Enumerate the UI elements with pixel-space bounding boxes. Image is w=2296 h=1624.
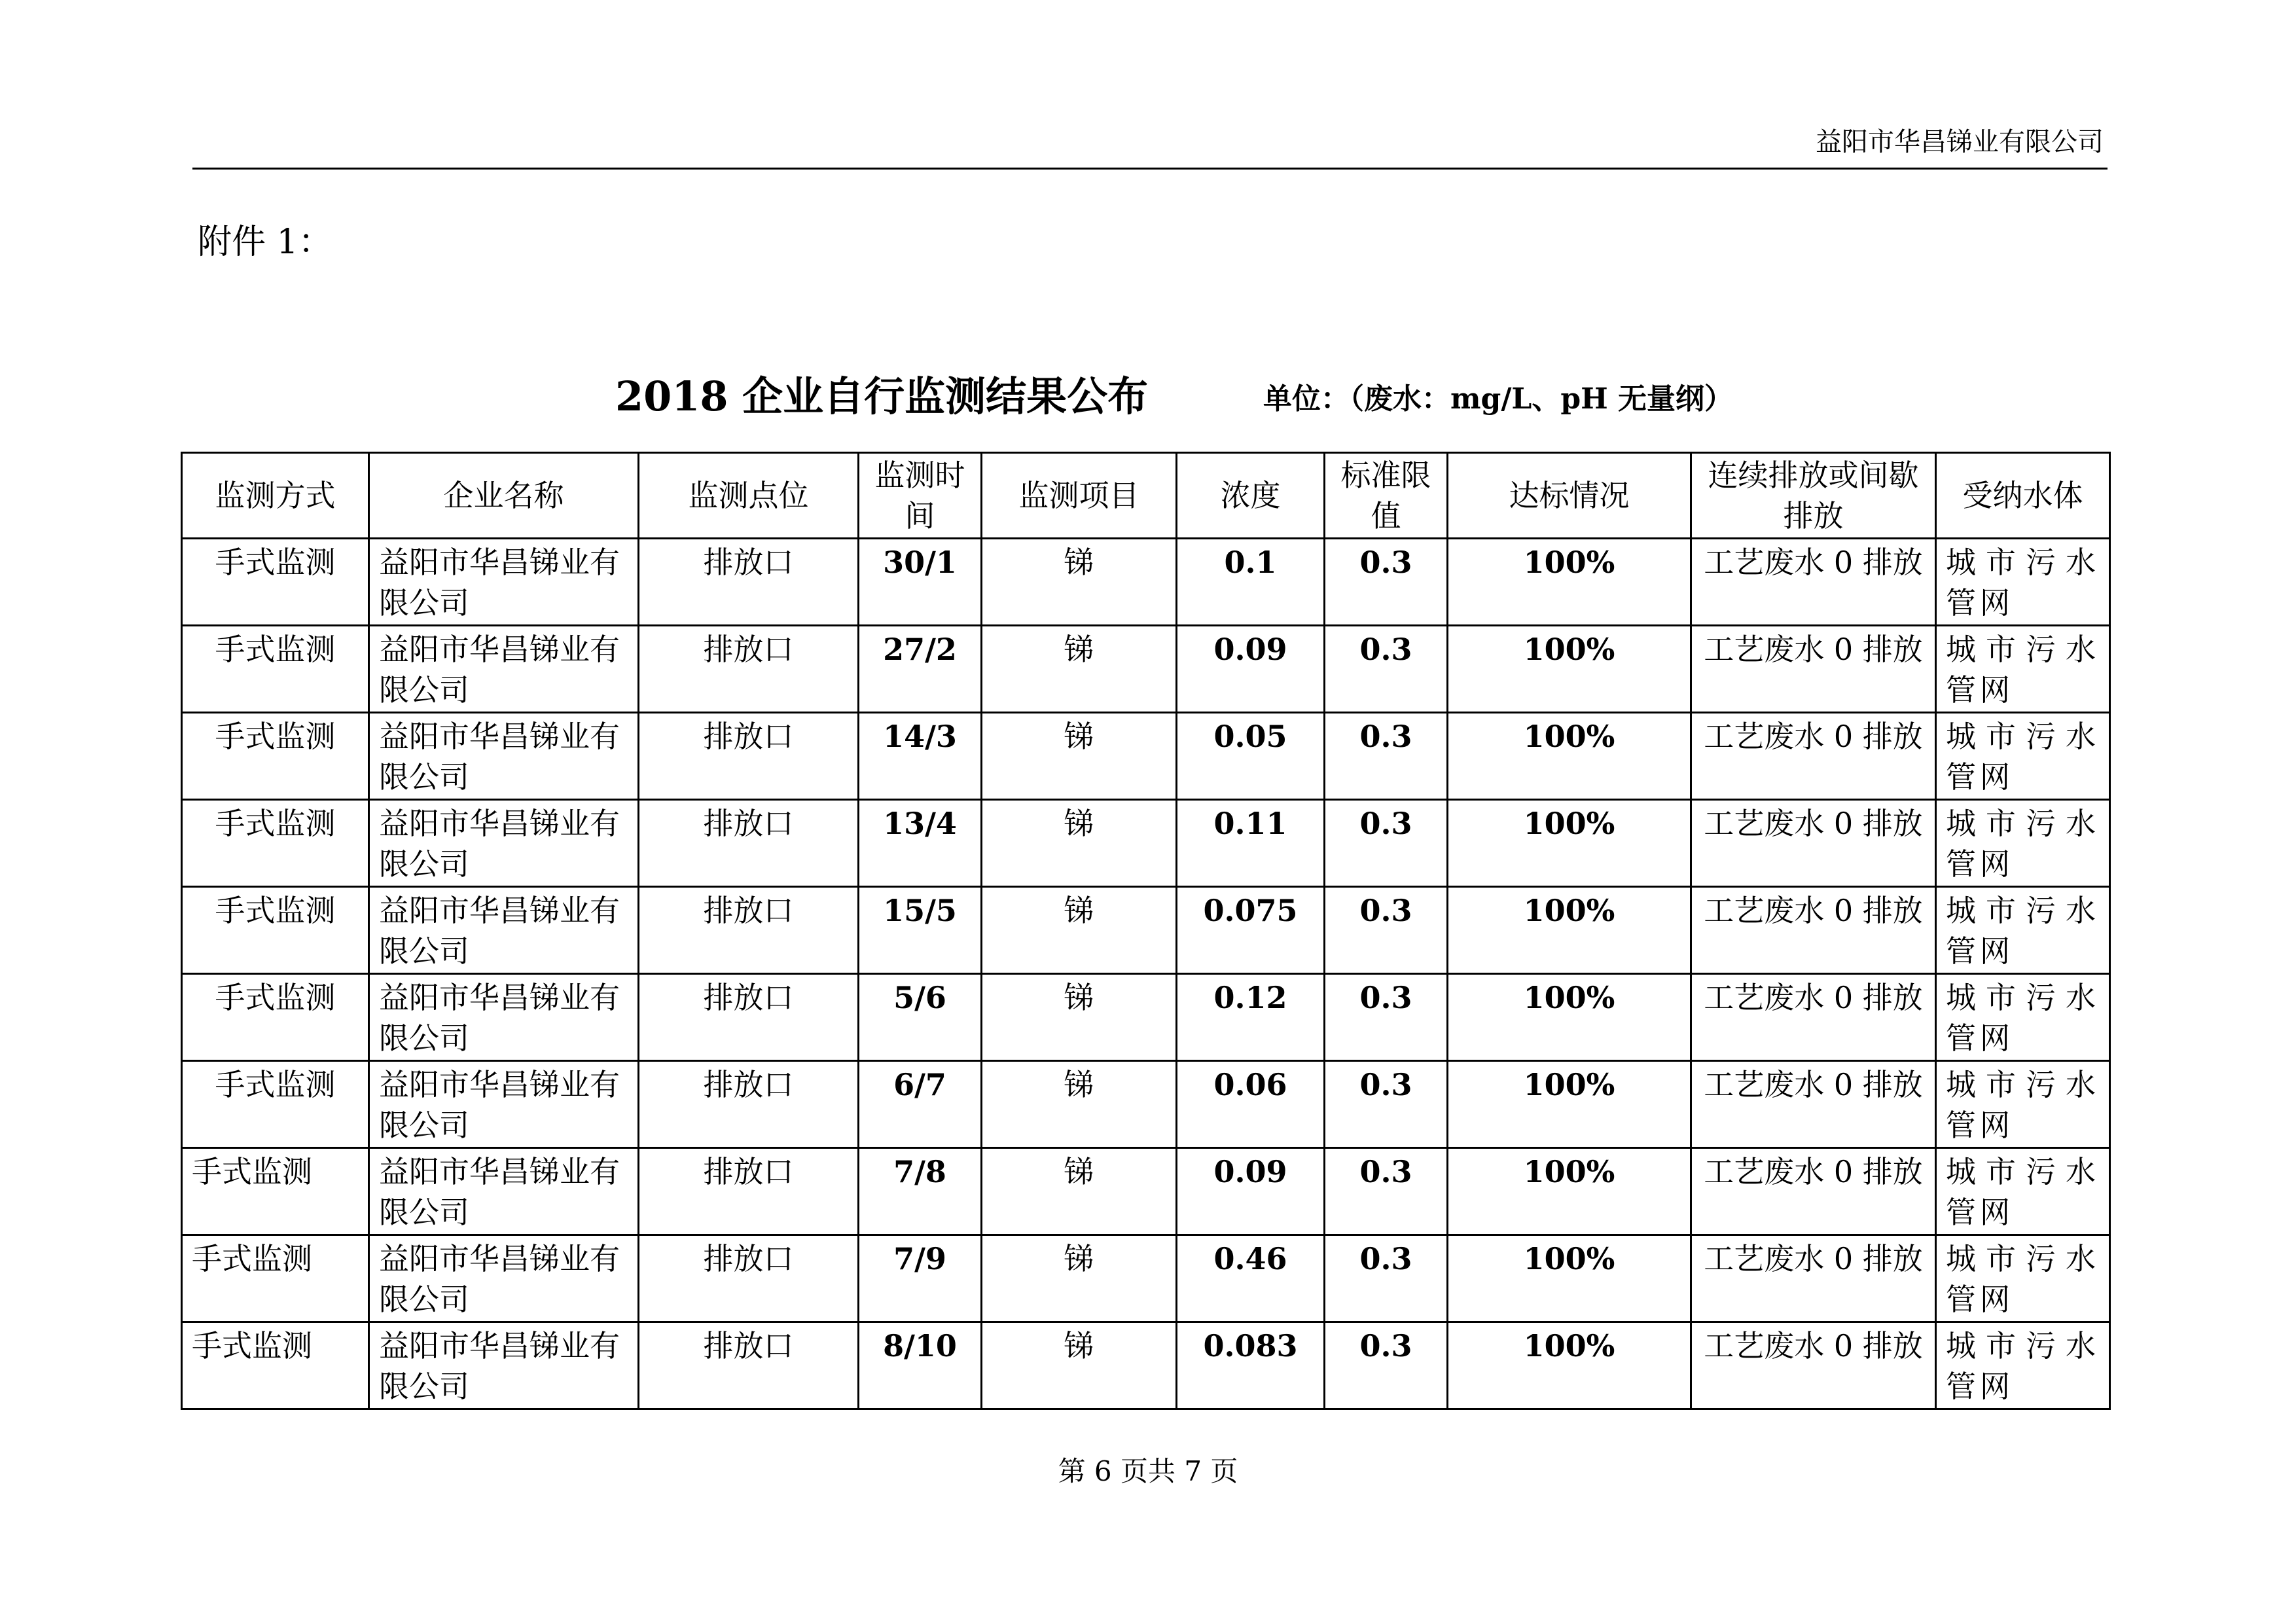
cell-limit: 0.3 bbox=[1325, 800, 1448, 887]
unit-note: 单位：（废水：mg/L、pH 无量纲） bbox=[1263, 382, 1733, 416]
cell-time: 14/3 bbox=[859, 713, 982, 800]
cell-limit: 0.3 bbox=[1325, 1235, 1448, 1322]
table-row bbox=[182, 1235, 2110, 1322]
column-header-limit: 标准限值 bbox=[1325, 453, 1448, 539]
cell-company: 益阳市华昌锑业有限公司 bbox=[369, 1061, 639, 1148]
cell-point: 排放口 bbox=[639, 1235, 859, 1322]
cell-item: 锑 bbox=[982, 539, 1177, 626]
cell-point: 排放口 bbox=[639, 1061, 859, 1148]
cell-method: 手式监测 bbox=[182, 800, 369, 887]
table-row bbox=[182, 800, 2110, 887]
cell-method: 手式监测 bbox=[182, 626, 369, 713]
cell-limit: 0.3 bbox=[1325, 1061, 1448, 1148]
cell-company: 益阳市华昌锑业有限公司 bbox=[369, 1148, 639, 1235]
table-row bbox=[182, 626, 2110, 713]
cell-item: 锑 bbox=[982, 1148, 1177, 1235]
column-header-method: 监测方式 bbox=[182, 453, 369, 539]
cell-item: 锑 bbox=[982, 1322, 1177, 1409]
table-header-row bbox=[182, 453, 2110, 539]
cell-discharge-mode: 工艺废水 0 排放 bbox=[1691, 974, 1936, 1061]
cell-limit: 0.3 bbox=[1325, 1148, 1448, 1235]
page-number-footer: 第 6 页共 7 页 bbox=[1058, 1455, 1238, 1487]
column-header-point: 监测点位 bbox=[639, 453, 859, 539]
cell-limit: 0.3 bbox=[1325, 713, 1448, 800]
cell-concentration: 0.05 bbox=[1177, 713, 1325, 800]
cell-item: 锑 bbox=[982, 800, 1177, 887]
cell-time: 30/1 bbox=[859, 539, 982, 626]
cell-point: 排放口 bbox=[639, 1322, 859, 1409]
cell-company: 益阳市华昌锑业有限公司 bbox=[369, 974, 639, 1061]
cell-method: 手式监测 bbox=[182, 713, 369, 800]
cell-concentration: 0.12 bbox=[1177, 974, 1325, 1061]
cell-point: 排放口 bbox=[639, 887, 859, 974]
table-row bbox=[182, 539, 2110, 626]
cell-company: 益阳市华昌锑业有限公司 bbox=[369, 1235, 639, 1322]
cell-method: 手式监测 bbox=[182, 974, 369, 1061]
cell-company: 益阳市华昌锑业有限公司 bbox=[369, 539, 639, 626]
cell-receiving-water: 城市污水管网 bbox=[1936, 974, 2110, 1061]
column-header-item: 监测项目 bbox=[982, 453, 1177, 539]
cell-item: 锑 bbox=[982, 887, 1177, 974]
table-row bbox=[182, 713, 2110, 800]
monitoring-results-table bbox=[181, 452, 2111, 1410]
cell-concentration: 0.06 bbox=[1177, 1061, 1325, 1148]
cell-company: 益阳市华昌锑业有限公司 bbox=[369, 800, 639, 887]
cell-time: 13/4 bbox=[859, 800, 982, 887]
cell-time: 7/8 bbox=[859, 1148, 982, 1235]
cell-item: 锑 bbox=[982, 626, 1177, 713]
cell-method: 手式监测 bbox=[182, 539, 369, 626]
cell-time: 8/10 bbox=[859, 1322, 982, 1409]
cell-receiving-water: 城市污水管网 bbox=[1936, 539, 2110, 626]
cell-receiving-water: 城市污水管网 bbox=[1936, 887, 2110, 974]
document-title: 2018 企业自行监测结果公布 bbox=[615, 372, 1149, 420]
cell-compliance: 100% bbox=[1448, 1061, 1691, 1148]
cell-concentration: 0.11 bbox=[1177, 800, 1325, 887]
cell-receiving-water: 城市污水管网 bbox=[1936, 626, 2110, 713]
cell-company: 益阳市华昌锑业有限公司 bbox=[369, 1322, 639, 1409]
cell-concentration: 0.083 bbox=[1177, 1322, 1325, 1409]
cell-discharge-mode: 工艺废水 0 排放 bbox=[1691, 1061, 1936, 1148]
cell-discharge-mode: 工艺废水 0 排放 bbox=[1691, 800, 1936, 887]
column-header-receiving-water: 受纳水体 bbox=[1936, 453, 2110, 539]
cell-discharge-mode: 工艺废水 0 排放 bbox=[1691, 1322, 1936, 1409]
cell-limit: 0.3 bbox=[1325, 974, 1448, 1061]
cell-method: 手式监测 bbox=[182, 1148, 369, 1235]
cell-compliance: 100% bbox=[1448, 1235, 1691, 1322]
cell-company: 益阳市华昌锑业有限公司 bbox=[369, 887, 639, 974]
cell-limit: 0.3 bbox=[1325, 539, 1448, 626]
cell-receiving-water: 城市污水管网 bbox=[1936, 713, 2110, 800]
cell-point: 排放口 bbox=[639, 800, 859, 887]
table-row bbox=[182, 887, 2110, 974]
table-row bbox=[182, 974, 2110, 1061]
cell-receiving-water: 城市污水管网 bbox=[1936, 1235, 2110, 1322]
header-divider bbox=[192, 168, 2108, 170]
cell-item: 锑 bbox=[982, 713, 1177, 800]
cell-receiving-water: 城市污水管网 bbox=[1936, 800, 2110, 887]
cell-method: 手式监测 bbox=[182, 887, 369, 974]
cell-discharge-mode: 工艺废水 0 排放 bbox=[1691, 1235, 1936, 1322]
cell-item: 锑 bbox=[982, 1061, 1177, 1148]
cell-time: 5/6 bbox=[859, 974, 982, 1061]
cell-point: 排放口 bbox=[639, 974, 859, 1061]
cell-time: 15/5 bbox=[859, 887, 982, 974]
cell-compliance: 100% bbox=[1448, 1322, 1691, 1409]
cell-method: 手式监测 bbox=[182, 1061, 369, 1148]
cell-compliance: 100% bbox=[1448, 539, 1691, 626]
cell-receiving-water: 城市污水管网 bbox=[1936, 1061, 2110, 1148]
cell-concentration: 0.075 bbox=[1177, 887, 1325, 974]
cell-time: 7/9 bbox=[859, 1235, 982, 1322]
cell-time: 27/2 bbox=[859, 626, 982, 713]
cell-point: 排放口 bbox=[639, 1148, 859, 1235]
attachment-label: 附件 1： bbox=[198, 223, 332, 262]
column-header-company: 企业名称 bbox=[369, 453, 639, 539]
cell-concentration: 0.46 bbox=[1177, 1235, 1325, 1322]
cell-concentration: 0.09 bbox=[1177, 1148, 1325, 1235]
cell-discharge-mode: 工艺废水 0 排放 bbox=[1691, 539, 1936, 626]
cell-method: 手式监测 bbox=[182, 1235, 369, 1322]
table-row bbox=[182, 1061, 2110, 1148]
cell-discharge-mode: 工艺废水 0 排放 bbox=[1691, 1148, 1936, 1235]
cell-company: 益阳市华昌锑业有限公司 bbox=[369, 713, 639, 800]
cell-method: 手式监测 bbox=[182, 1322, 369, 1409]
cell-compliance: 100% bbox=[1448, 974, 1691, 1061]
cell-compliance: 100% bbox=[1448, 800, 1691, 887]
cell-discharge-mode: 工艺废水 0 排放 bbox=[1691, 713, 1936, 800]
cell-compliance: 100% bbox=[1448, 887, 1691, 974]
cell-receiving-water: 城市污水管网 bbox=[1936, 1322, 2110, 1409]
column-header-compliance: 达标情况 bbox=[1448, 453, 1691, 539]
cell-compliance: 100% bbox=[1448, 626, 1691, 713]
cell-point: 排放口 bbox=[639, 539, 859, 626]
cell-limit: 0.3 bbox=[1325, 626, 1448, 713]
header-company-name: 益阳市华昌锑业有限公司 bbox=[1816, 127, 2104, 157]
table-row bbox=[182, 1322, 2110, 1409]
cell-concentration: 0.09 bbox=[1177, 626, 1325, 713]
column-header-time: 监测时间 bbox=[859, 453, 982, 539]
column-header-discharge-mode: 连续排放或间歇排放 bbox=[1691, 453, 1936, 539]
cell-point: 排放口 bbox=[639, 626, 859, 713]
cell-limit: 0.3 bbox=[1325, 1322, 1448, 1409]
cell-time: 6/7 bbox=[859, 1061, 982, 1148]
table-row bbox=[182, 1148, 2110, 1235]
column-header-concentration: 浓度 bbox=[1177, 453, 1325, 539]
cell-limit: 0.3 bbox=[1325, 887, 1448, 974]
cell-discharge-mode: 工艺废水 0 排放 bbox=[1691, 626, 1936, 713]
cell-discharge-mode: 工艺废水 0 排放 bbox=[1691, 887, 1936, 974]
cell-item: 锑 bbox=[982, 1235, 1177, 1322]
cell-receiving-water: 城市污水管网 bbox=[1936, 1148, 2110, 1235]
cell-compliance: 100% bbox=[1448, 713, 1691, 800]
cell-concentration: 0.1 bbox=[1177, 539, 1325, 626]
cell-company: 益阳市华昌锑业有限公司 bbox=[369, 626, 639, 713]
cell-point: 排放口 bbox=[639, 713, 859, 800]
cell-compliance: 100% bbox=[1448, 1148, 1691, 1235]
cell-item: 锑 bbox=[982, 974, 1177, 1061]
